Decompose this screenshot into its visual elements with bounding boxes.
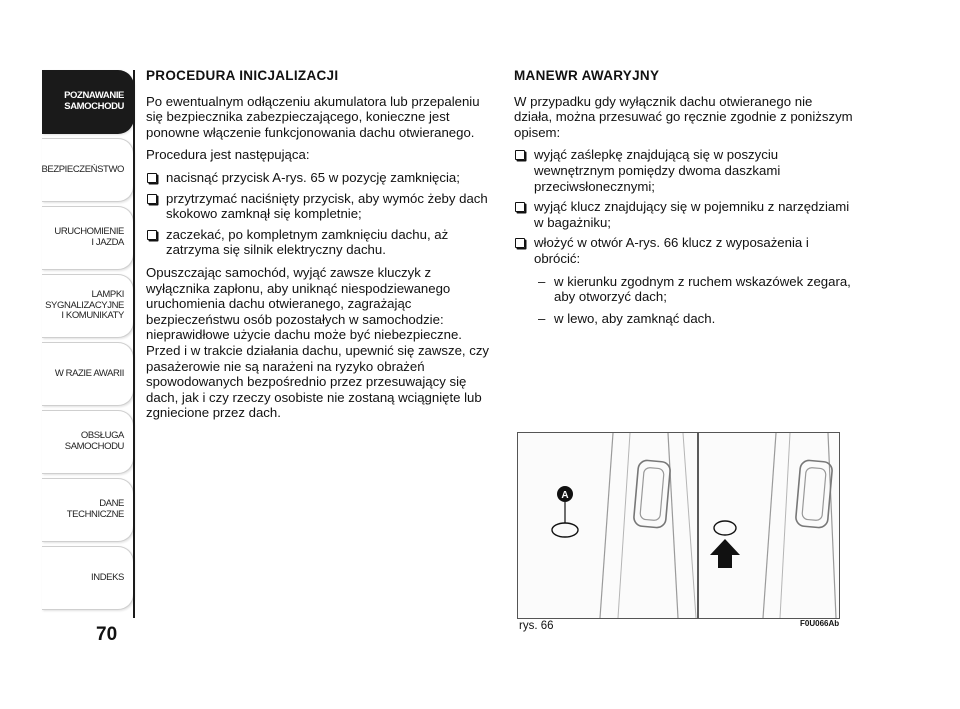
list-item: wyjąć zaślepkę znajdującą się w poszyciu wewnętrznym pomiędzy dwoma daszkami przeciwsłonecznymi; [514, 147, 854, 194]
paragraph-intro: Po ewentualnym odłączeniu akumulatora lub przepaleniu się bezpiecznika zabezpieczającego, konieczne jest ponowne włączenie funkcjonowania dachu otwieranego. [146, 93, 480, 140]
tab-label: W RAZIE AWARII [54, 367, 124, 379]
tab-label: URUCHOMIENIE I JAZDA [54, 226, 124, 248]
tab-label: OBSŁUGA SAMOCHODU [64, 430, 124, 452]
tab-dane-techniczne[interactable] [42, 478, 134, 542]
tab-bezpieczenstwo[interactable] [42, 138, 134, 202]
list-item: – w lewo, aby zamknąć dach. [538, 311, 854, 327]
right-column [514, 68, 854, 333]
tab-label: LAMPKI SYGNALIZACYJNE I KOMUNIKATY [45, 288, 124, 322]
list-item: nacisnąć przycisk A-rys. 65 w pozycję zamknięcia; [146, 170, 496, 186]
list-item: włożyć w otwór A-rys. 66 klucz z wyposażenia i obrócić: [514, 235, 854, 266]
procedure-label: Procedura jest następująca: [146, 147, 310, 163]
sidebar-nav [42, 70, 134, 614]
list-item: – w kierunku zgodnym z ruchem wskazówek zegara, aby otworzyć dach; [538, 274, 854, 305]
tab-label: INDEKS [91, 571, 124, 583]
paragraph-warning: Opuszczając samochód, wyjąć zawsze kluczyk z wyłącznika zapłonu, aby uniknąć niespodziewanego uruchomienia dachu otwieranego, zagrażając bezpieczeństwu osób pozostałych w samochodzie: nieprawidłowe użycie dachu może być niebezpieczne. Przed i w trakcie działania dachu, upewnić się zawsze, czy pasażerowie nie są narażeni na ryzyko obrażeń spowodowanych bezpośrednio przez przesuwający się dach, jak i czy rzeczy osobiste nie zostaną wciągnięte lub zgniecione przez dach. [146, 264, 490, 421]
list-item: wyjąć klucz znajdujący się w pojemniku z narzędziami w bagażniku; [514, 199, 854, 230]
list-item: zaczekać, po kompletnym zamknięciu dachu, aż zatrzyma się silnik elektryczny dachu. [146, 227, 496, 258]
emergency-substeps [514, 274, 854, 327]
marker-label-a: A [561, 490, 569, 501]
tab-uruchomienie-i-jazda[interactable] [42, 206, 134, 270]
section-title-initialization: PROCEDURA INICJALIZACJI [146, 68, 339, 83]
tab-label: BEZPIECZEŃSTWO [41, 163, 124, 175]
figure-code: F0U066Ab [800, 619, 840, 628]
procedure-steps [146, 170, 496, 258]
sidebar-divider [133, 70, 135, 618]
page-number: 70 [96, 624, 118, 645]
roof-illustration [518, 433, 839, 618]
tab-obsluga-samochodu[interactable] [42, 410, 134, 474]
paragraph-emergency-intro: W przypadku gdy wyłącznik dachu otwieranego nie działa, można przesuwać go ręcznie zgodnie z poniższym opisem: [514, 93, 853, 140]
tab-indeks[interactable] [42, 546, 134, 610]
figure-caption: rys. 66 [519, 620, 554, 632]
section-title-emergency: MANEWR AWARYJNY [514, 68, 660, 83]
left-column [146, 68, 496, 428]
tab-w-razie-awarii[interactable] [42, 342, 134, 406]
tab-lampki-sygnalizacyjne[interactable] [42, 274, 134, 338]
emergency-steps [514, 147, 854, 266]
list-item: przytrzymać naciśnięty przycisk, aby wymóc żeby dach skokowo zamknął się kompletnie; [146, 191, 496, 222]
tab-label: DANE TECHNICZNE [66, 498, 124, 520]
tab-label: POZNAWANIE SAMOCHODU [64, 90, 124, 112]
figure-roof-illustration [517, 432, 840, 619]
tab-poznawanie-samochodu[interactable] [42, 70, 134, 134]
